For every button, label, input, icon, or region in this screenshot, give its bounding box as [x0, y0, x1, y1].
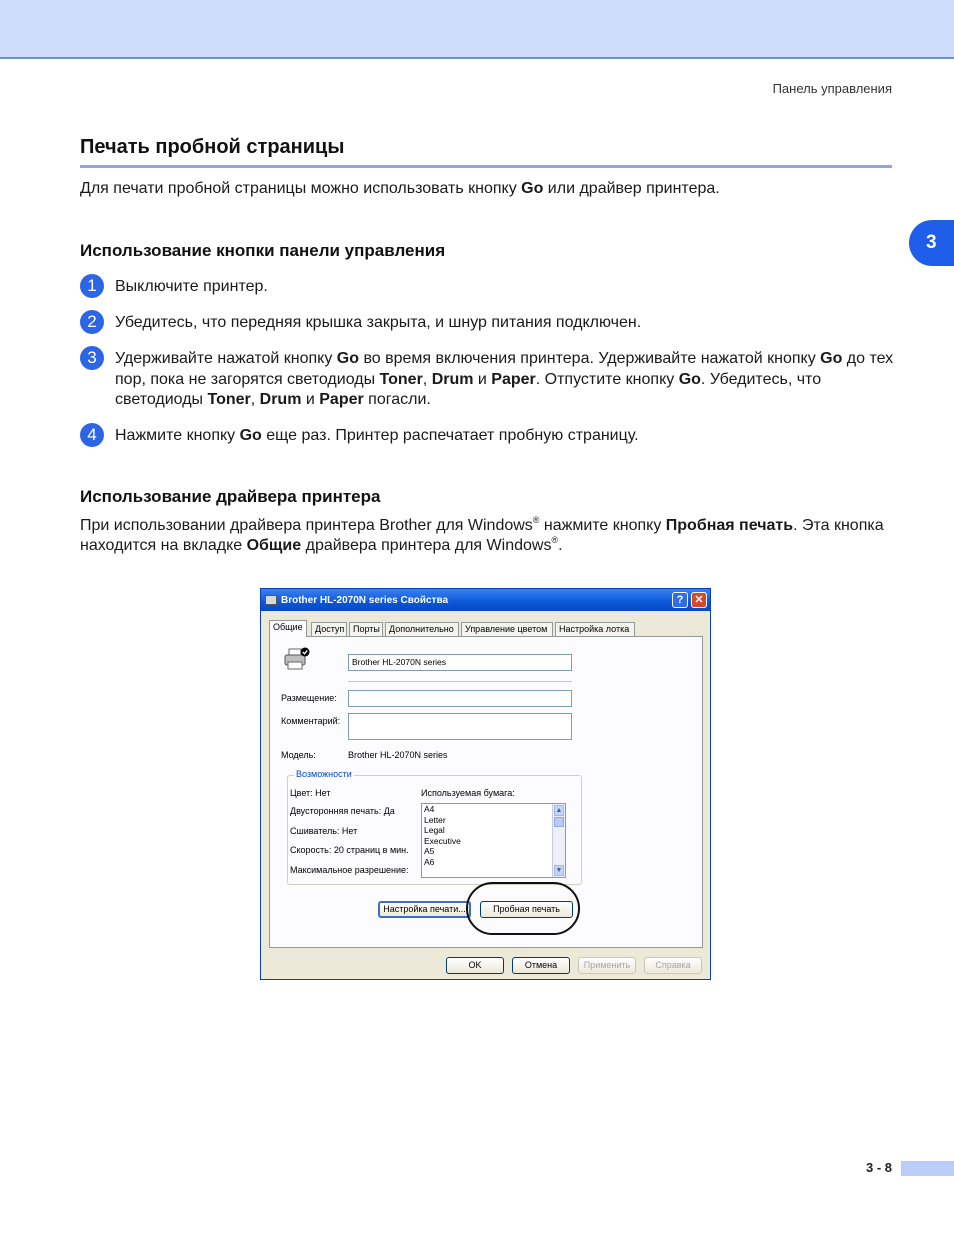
scroll-down-icon[interactable]: ▼: [555, 867, 563, 874]
location-label: Размещение:: [281, 693, 337, 703]
apply-button[interactable]: Применить: [578, 957, 636, 974]
list-item[interactable]: Letter: [424, 814, 446, 825]
running-header: Панель управления: [772, 81, 892, 96]
dialog-title: Brother HL-2070N series Свойства: [281, 595, 449, 606]
printer-small-icon: [265, 595, 277, 605]
scroll-up-icon[interactable]: ▲: [555, 807, 563, 814]
comment-label: Комментарий:: [281, 716, 341, 726]
help-button[interactable]: Справка: [644, 957, 702, 974]
help-icon[interactable]: ?: [672, 592, 688, 608]
tab-advanced[interactable]: Дополнительно: [385, 622, 459, 636]
title-underline: [80, 165, 892, 168]
feature-duplex: Двусторонняя печать: Да: [290, 806, 395, 816]
chapter-tab: 3: [909, 220, 954, 266]
step-text-3: Удерживайте нажатой кнопку Go во время включения принтера. Удерживайте нажатой кнопку Go до тех пор, пока не загорятся светодиоды Toner, Drum и Paper. Отпустите кнопку Go. Убедитесь, что светодиоды Toner, Drum и Paper погасли.: [115, 350, 894, 408]
location-field[interactable]: [348, 690, 572, 707]
step-text-2: Убедитесь, что передняя крышка закрыта, и шнур питания подключен.: [115, 314, 642, 331]
feature-stapler: Сшиватель: Нет: [290, 826, 358, 836]
footer-bar: [901, 1161, 954, 1176]
features-legend: Возможности: [296, 769, 352, 779]
step-number-1: 1: [80, 274, 104, 298]
tab-sharing[interactable]: Доступ: [311, 622, 347, 636]
list-item[interactable]: A4: [424, 804, 435, 814]
step-number-4: 4: [80, 423, 104, 447]
subsection-title-driver: Использование драйвера принтера: [80, 487, 381, 506]
ok-button[interactable]: OK: [446, 957, 504, 974]
list-item[interactable]: A5: [424, 846, 435, 856]
model-label: Модель:: [281, 750, 316, 760]
test-page-highlight-circle: [466, 882, 580, 935]
features-group: [287, 769, 582, 885]
tab-color-management[interactable]: Управление цветом: [461, 622, 553, 636]
driver-paragraph: При использовании драйвера принтера Brother для Windows® нажмите кнопку Пробная печать. Эта кнопка находится на вкладке Общие драйвера принтера для Windows®.: [80, 515, 884, 554]
print-preferences-button[interactable]: Настройка печати...: [378, 901, 471, 918]
intro-paragraph: Для печати пробной страницы можно использовать кнопку Go или драйвер принтера.: [80, 180, 720, 197]
scroll-thumb[interactable]: [554, 817, 564, 827]
paper-list-scrollbar[interactable]: [552, 804, 565, 877]
model-value: Brother HL-2070N series: [348, 750, 448, 760]
step-text-4: Нажмите кнопку Go еще раз. Принтер распечатает пробную страницу.: [115, 427, 639, 444]
feature-speed: Скорость: 20 страниц в мин.: [290, 845, 409, 855]
close-icon[interactable]: ✕: [691, 592, 707, 608]
tab-tray-settings[interactable]: Настройка лотка: [555, 622, 635, 636]
printer-name-field[interactable]: Brother HL-2070N series: [348, 654, 572, 671]
step-number-2: 2: [80, 310, 104, 334]
page-number: 3 - 8: [865, 1160, 892, 1175]
feature-max-resolution: Максимальное разрешение:: [290, 865, 409, 875]
comment-field[interactable]: [348, 713, 572, 740]
printer-icon: [284, 647, 310, 671]
separator: [348, 681, 572, 682]
list-item[interactable]: Executive: [424, 835, 461, 846]
tab-ports[interactable]: Порты: [349, 622, 383, 636]
cancel-button[interactable]: Отмена: [512, 957, 570, 974]
feature-color: Цвет: Нет: [290, 788, 331, 798]
step-number-3: 3: [80, 346, 104, 370]
top-header-band: [0, 0, 954, 59]
subsection-title-panel: Использование кнопки панели управления: [80, 241, 446, 260]
dialog-titlebar[interactable]: [261, 589, 710, 611]
list-item[interactable]: A6: [424, 856, 435, 867]
tab-general[interactable]: Общие: [269, 620, 307, 637]
print-test-page-button[interactable]: Пробная печать: [480, 901, 573, 918]
paper-listbox[interactable]: [421, 803, 566, 878]
step-text-1: Выключите принтер.: [115, 278, 268, 295]
paper-label: Используемая бумага:: [421, 788, 515, 798]
page-title: Печать пробной страницы: [80, 136, 345, 158]
list-item[interactable]: Legal: [424, 825, 445, 835]
